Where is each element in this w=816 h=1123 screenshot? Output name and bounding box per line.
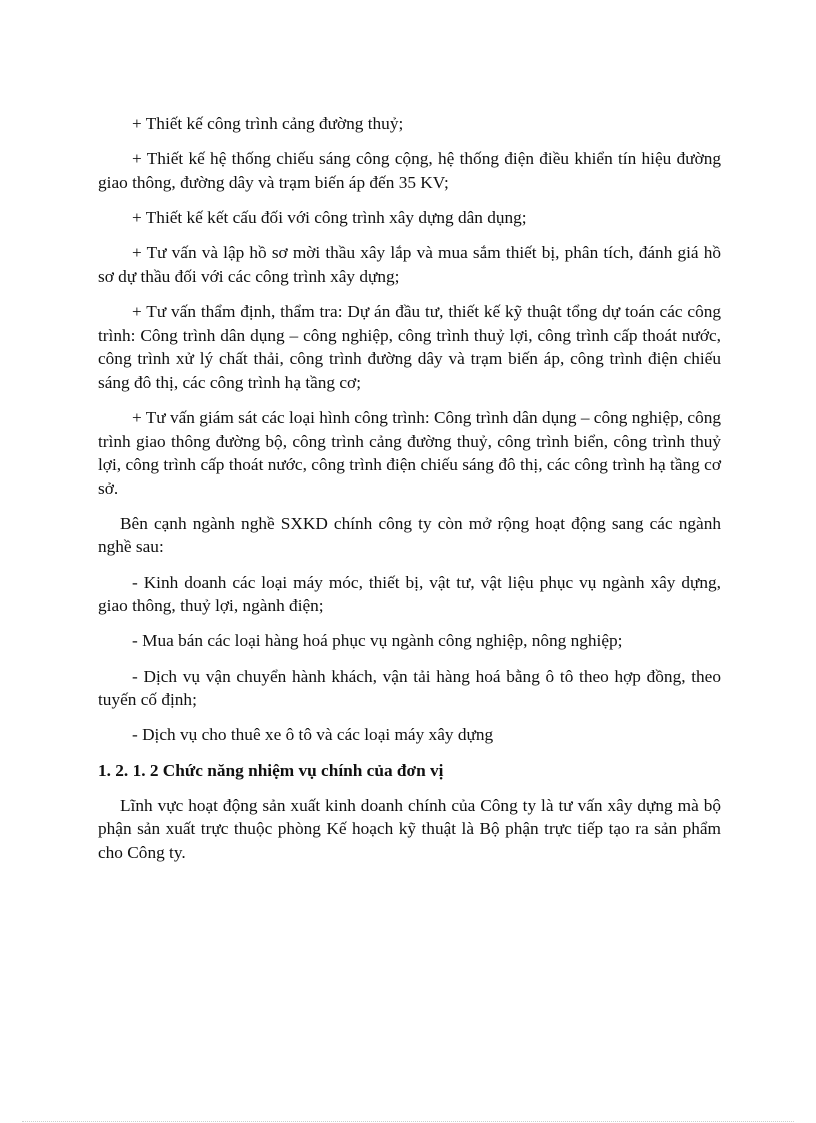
paragraph-structure-design: + Thiết kế kết cấu đối với công trình xây dựng dân dụng; (132, 207, 527, 227)
paragraph-supervision-consulting: + Tư vấn giám sát các loại hình công trình: Công trình dân dụng – công nghiệp, công trình giao thông đường bộ, công trình cảng đường thuỷ, công trình biển, công trình thuỷ lợi, công trình cấp thoát nước, công trình điện chiếu sáng đô thị, các công trình hạ tầng cơ sở. (98, 407, 721, 498)
paragraph-goods-trading: - Mua bán các loại hàng hoá phục vụ ngành công nghiệp, nông nghiệp; (132, 631, 623, 651)
section-heading: 1. 2. 1. 2 Chức năng nhiệm vụ chính của đơn vị (98, 760, 444, 780)
paragraph-equipment-trading: - Kinh doanh các loại máy móc, thiết bị, vật tư, vật liệu phục vụ ngành xây dựng, giao thông, thuỷ lợi, ngành điện; (98, 572, 721, 616)
paragraph-main-activity: Lĩnh vực hoạt động sản xuất kinh doanh chính của Công ty là tư vấn xây dựng mà bộ phận sản xuất trực thuộc phòng Kế hoạch kỹ thuật là Bộ phận trực tiếp tạo ra sản phẩm cho Công ty. (98, 795, 721, 862)
paragraph-additional-business: Bên cạnh ngành nghề SXKD chính công ty còn mở rộng hoạt động sang các ngành nghề sau: (98, 513, 721, 557)
document-page (98, 112, 721, 876)
paragraph-appraisal-consulting: + Tư vấn thẩm định, thẩm tra: Dự án đầu tư, thiết kế kỹ thuật tổng dự toán các công trình: Công trình dân dụng – công nghiệp, công trình thuỷ lợi, công trình cấp thoát nước, công trình xử lý chất thải, công trình đường dây và trạm biến áp, công trình điện chiếu sáng đô thị, các công trình hạ tầng cơ; (98, 301, 721, 392)
paragraph-lighting-design: + Thiết kế hệ thống chiếu sáng công cộng, hệ thống điện điều khiển tín hiệu đường giao thông, đường dây và trạm biến áp đến 35 KV; (98, 149, 721, 192)
paragraph-port-design: + Thiết kế công trình cảng đường thuỷ; (132, 114, 404, 133)
paragraph-bidding-consulting: + Tư vấn và lập hồ sơ mời thầu xây lắp và mua sắm thiết bị, phân tích, đánh giá hồ sơ dự thầu đối với các công trình xây dựng; (98, 243, 721, 286)
paragraph-transport-service: - Dịch vụ vận chuyển hành khách, vận tải hàng hoá bằng ô tô theo hợp đồng, theo tuyến cố định; (98, 666, 721, 710)
paragraph-rental-service: - Dịch vụ cho thuê xe ô tô và các loại máy xây dựng (132, 725, 494, 745)
page-bottom-rule (22, 1121, 794, 1122)
